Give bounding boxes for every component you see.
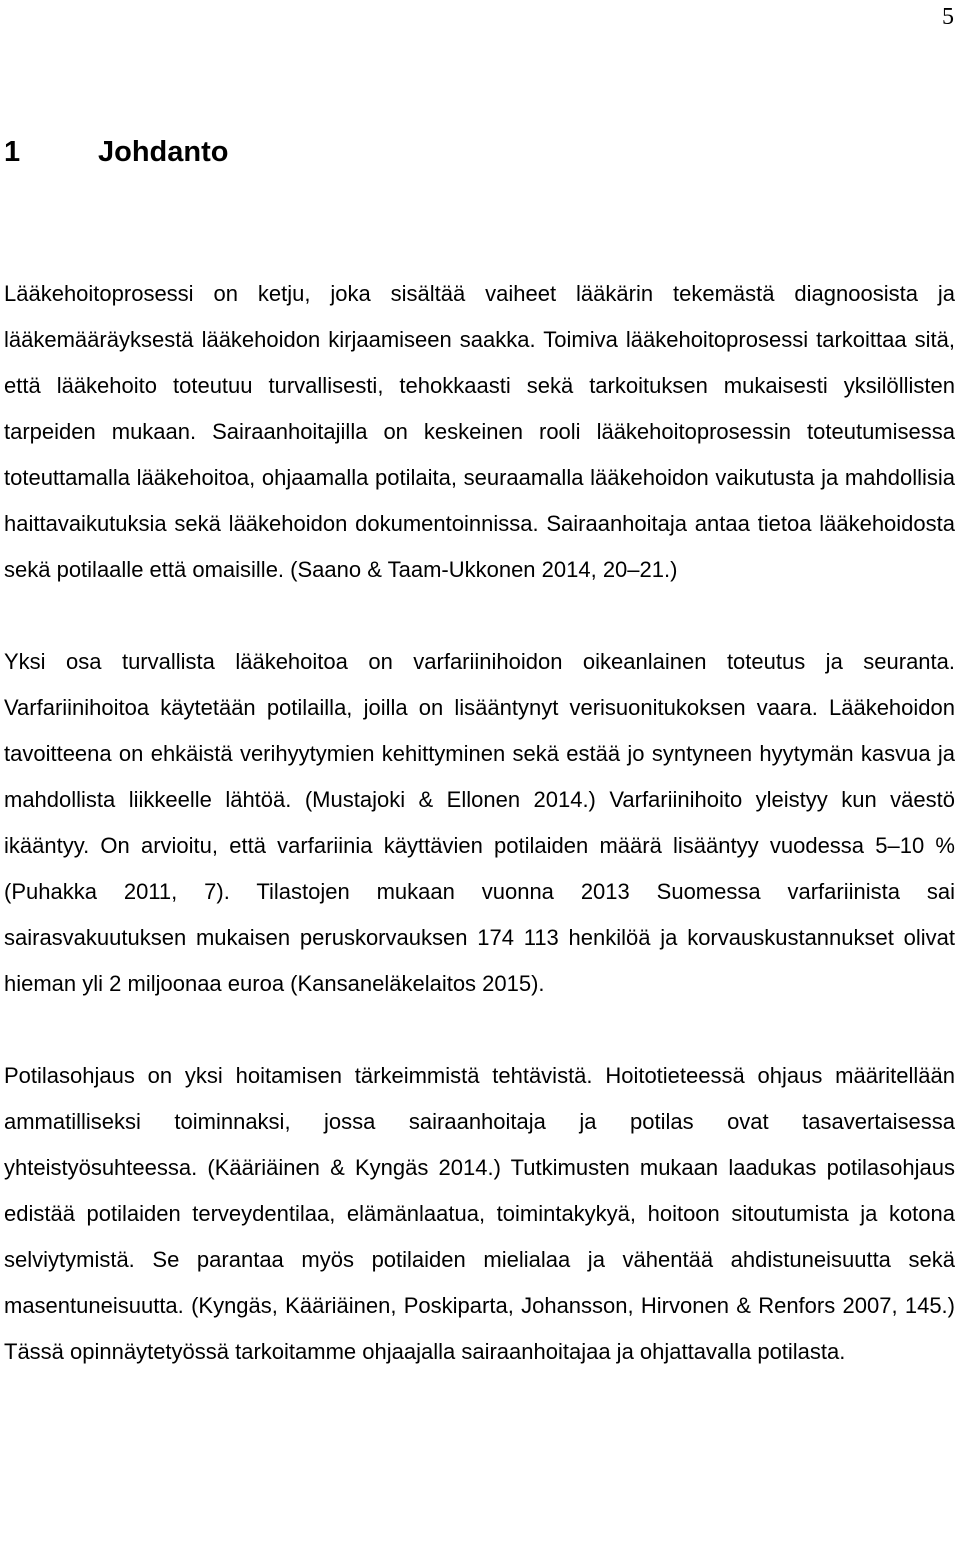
paragraph-3: Potilasohjaus on yksi hoitamisen tärkeimmistä tehtävistä. Hoitotieteessä ohjaus määritellään ammatilliseksi toiminnaksi, jossa sairaanhoitaja ja potilas ovat tasavertaisessa yhteistyösuhteessa. (Kääriäinen & Kyngäs 2014.) Tutkimusten mukaan laadukas potilasohjaus edistää potilaiden terveydentilaa, elämänlaatua, toimintakykyä, hoitoon sitoutumista ja kotona selviytymistä. Se parantaa myös potilaiden mielialaa ja vähentää ahdistuneisuutta sekä masentuneisuutta. (Kyngäs, Kääriäinen, Poskiparta, Johansson, Hirvonen & Renfors 2007, 145.) Tässä opinnäytetyössä tarkoitamme ohjaajalla sairaanhoitajaa ja ohjattavalla potilasta. bbox=[4, 1063, 955, 1364]
body-text bbox=[4, 271, 955, 1421]
paragraph-2: Yksi osa turvallista lääkehoitoa on varfariinihoidon oikeanlainen toteutus ja seuranta. Varfariinihoitoa käytetään potilailla, joilla on lisääntynyt verisuonitukoksen vaara. Lääkehoidon tavoitteena on ehkäistä verihyytymien kehittyminen sekä estää jo syntyneen hyytymän kasvua ja mahdollista liikkeelle lähtöä. (Mustajoki & Ellonen 2014.) Varfariinihoito yleistyy kun väestö ikääntyy. On arvioitu, että varfariinia käyttävien potilaiden määrä lisääntyy vuodessa 5–10 % (Puhakka 2011, 7). Tilastojen mukaan vuonna 2013 Suomessa varfariinista sai sairasvakuutuksen mukaisen peruskorvauksen 174 113 henkilöä ja korvauskustannukset olivat hieman yli 2 miljoonaa euroa (Kansaneläkelaitos 2015). bbox=[4, 649, 955, 996]
section-heading bbox=[4, 134, 229, 170]
paragraph-1: Lääkehoitoprosessi on ketju, joka sisältää vaiheet lääkärin tekemästä diagnoosista ja lääkemääräyksestä lääkehoidon kirjaamiseen saakka. Toimiva lääkehoitoprosessi tarkoittaa sitä, että lääkehoito toteutuu turvallisesti, tehokkaasti sekä tarkoituksen mukaisesti yksilöllisten tarpeiden mukaan. Sairaanhoitajilla on keskeinen rooli lääkehoitoprosessin toteutumisessa toteuttamalla lääkehoitoa, ohjaamalla potilaita, seuraamalla lääkehoidon vaikutusta ja mahdollisia haittavaikutuksia sekä lääkehoidon dokumentoinnissa. Sairaanhoitaja antaa tietoa lääkehoidosta sekä potilaalle että omaisille. (Saano & Taam-Ukkonen 2014, 20–21.) bbox=[4, 281, 955, 582]
page-number: 5 bbox=[942, 4, 954, 30]
section-number: 1 bbox=[4, 136, 21, 168]
section-title: Johdanto bbox=[98, 136, 229, 168]
